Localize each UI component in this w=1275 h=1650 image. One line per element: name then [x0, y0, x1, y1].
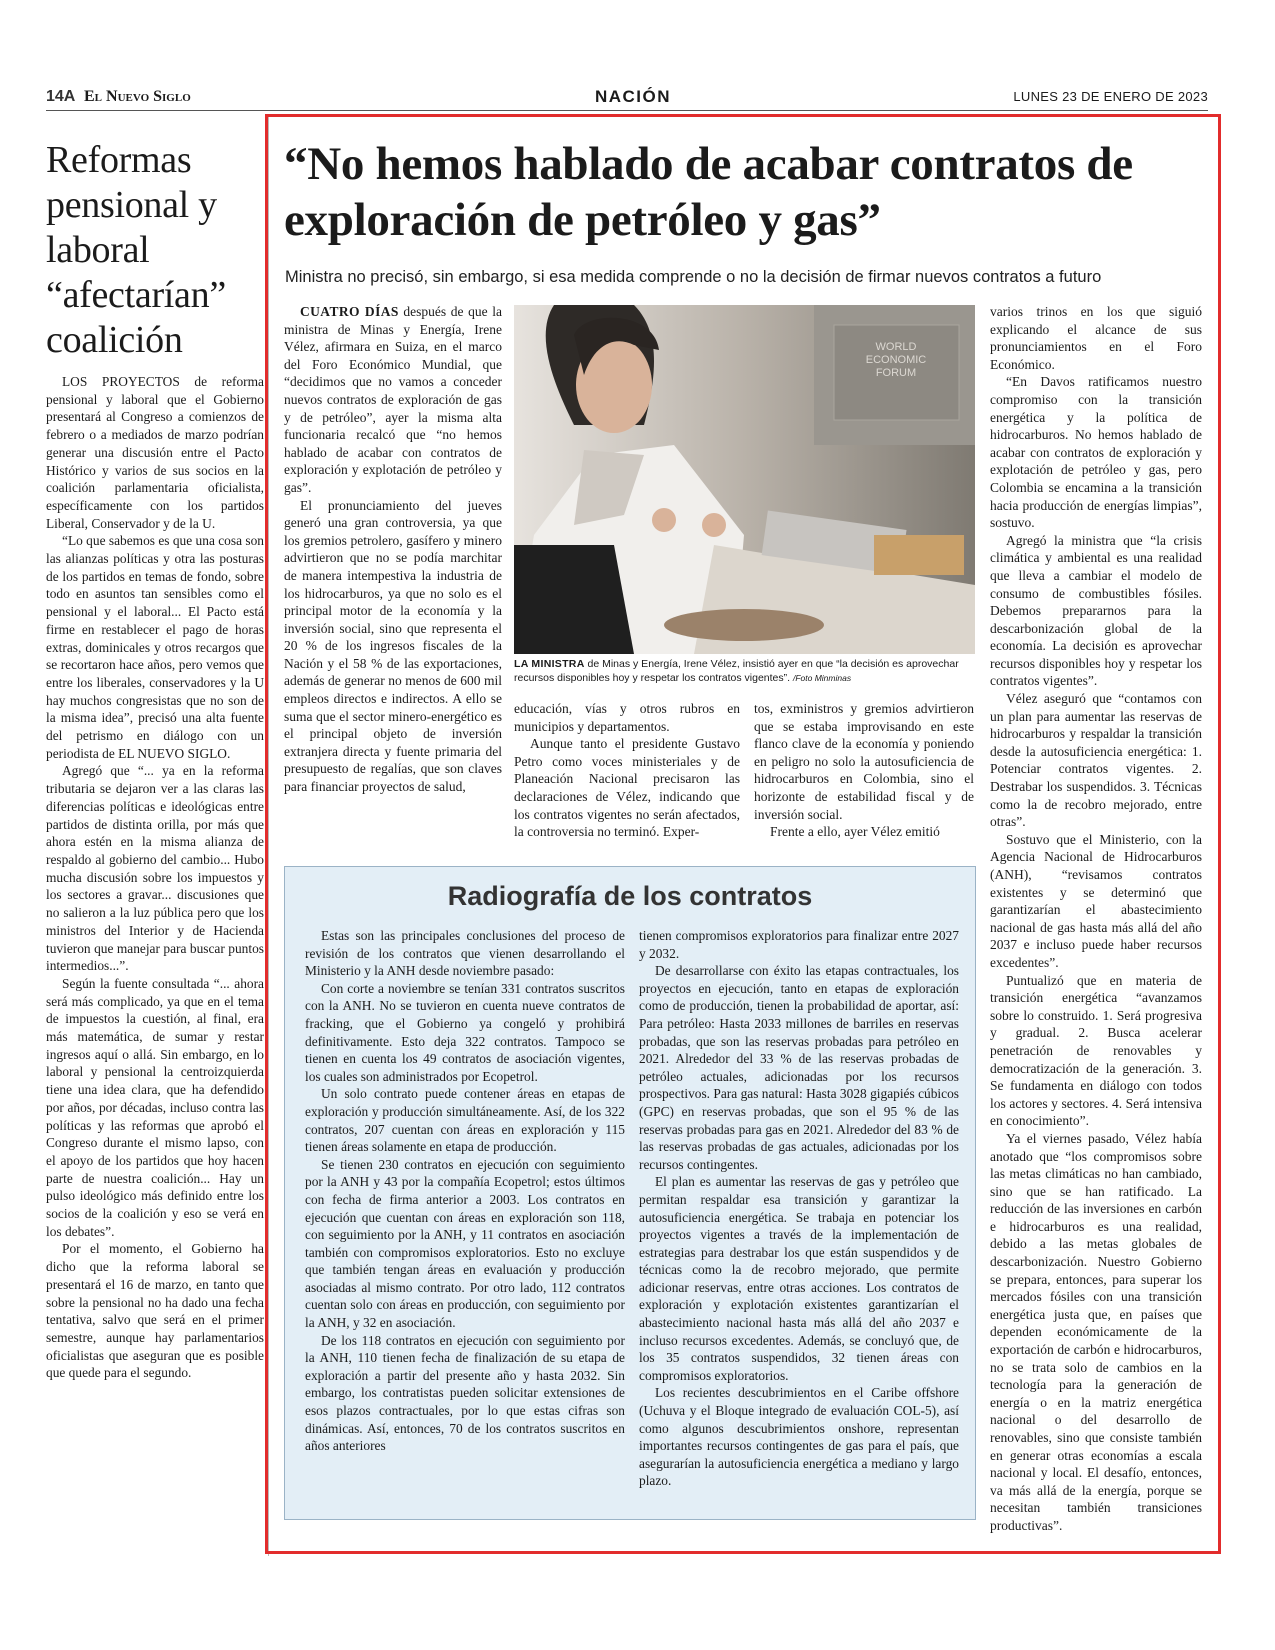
article-paragraph: Agregó la ministra que “la crisis climática y ambiental es una realidad que lleva a cambiar el modelo de consumo de combustibles fósiles. Debemos prepararnos para la descarbonización global de la economía. La decisión es aprovechar recursos disponibles hoy y respetar los contratos vigentes”.	[990, 532, 1202, 689]
sidebar-paragraph: De los 118 contratos en ejecución con seguimiento por la ANH, 110 tienen fecha de finalización de su etapa de exploración a partir del presente año y hasta 2032. Sin embargo, los contratistas pueden solicitar extensiones de esos plazos contractuales, por lo que estas cifras son dinámicas. Así, entonces, 70 de los contratos suscritos en años anteriores	[305, 1332, 625, 1454]
header-divider	[46, 110, 1208, 111]
main-headline: “No hemos hablado de acabar contratos de exploración de petróleo y gas”	[284, 138, 1133, 246]
photo-credit: /Foto Minminas	[792, 673, 852, 683]
left-article-paragraph: Según la fuente consultada “... ahora será más complicado, ya que en el tema de impuestos la cuestión, al final, era más matemática, de sumar y restar ingresos aquí o allá. Sin embargo, en lo laboral y pensional la centroizquierda tiene una idea clara, que ha defendido por años, por décadas, incluso contra las políticas y las reformas que aprobó el Congreso durante el mismo lapso, con el apoyo de los partidos que hoy hacen parte de nuestra coalición... Hay un pulso ideológico más definido entre los socios de la coalición y eso se verá en los debates”.	[46, 975, 264, 1239]
left-article-paragraph: LOS PROYECTOS de reforma pensional y laboral que el Gobierno presentará al Congreso a comienzos de febrero o a mediados de marzo podrían generar una discusión entre el Pacto Histórico y varios de sus socios en la coalición parlamentaria oficialista, específicamente con los partidos Liberal, Conservador y de la U.	[46, 374, 264, 531]
sidebar-paragraph: Se tienen 230 contratos en ejecución con seguimiento por la ANH y 43 por la compañía Ecopetrol; estos últimos con fecha de firma anterior a 2003. Los contratos en ejecución que cuentan con áreas en exploración son 118, con seguimiento por la ANH, y 11 contratos en asociación también con compromisos exploratorios. Esto no excluye que también tengan áreas en evaluación y producción asociadas al mismo contrato. Por otro lado, 112 contratos cuentan solo con áreas en producción, con seguimiento por la ANH, y 32 en asociación.	[305, 1156, 625, 1331]
article-paragraph: Puntualizó que en materia de transición energética “avanzamos sobre lo construido. 1. Será progresiva y gradual. 2. Busca acelerar penetración de renovables y democratización de la generación. 3. Se fundamenta en diálogo con todos los actores y sectores. 4. Será intensiva en conocimiento”.	[990, 972, 1202, 1129]
sidebar-paragraph: tienen compromisos exploratorios para finalizar entre 2027 y 2032.	[639, 928, 959, 961]
article-paragraph: Aunque tanto el presidente Gustavo Petro como voces ministeriales y de Planeación Nacional precisaron las declaraciones de Vélez, indicando que los contratos vigentes no serán afectados, la controversia no terminó. Exper-	[514, 736, 740, 840]
sidebar-paragraph: De desarrollarse con éxito las etapas contractuales, los proyectos en ejecución, tanto en etapas de exploración como de producción, tienen la probabilidad de aportar, así: Para petróleo: Hasta 2033 millones de barriles en reservas probadas, que son las reservas probadas para petróleo en 2021. Alrededor del 33 % de las reservas probadas de petróleo actuales, adicionadas por los recursos prospectivos. Para gas natural: Hasta 3028 gigapiés cúbicos (GPC) en reservas probadas, que son el 95 % de las reservas probadas para gas en 2021. Alrededor del 83 % de las reservas probadas de gas actuales, adicionadas por los recursos contingentes.	[639, 963, 959, 1172]
sidebar-paragraph: Con corte a noviembre se tenían 331 contratos suscritos con la ANH. No se tuvieron en cuenta nueve contratos de fracking, que el Gobierno ya congeló y prohibirá definitivamente. Esto deja 322 contratos. Tampoco se tienen en cuenta los 49 contratos de asociación vigentes, los cuales son administrados por Ecopetrol.	[305, 980, 625, 1084]
main-subheadline: Ministra no precisó, sin embargo, si esa medida comprende o no la decisión de firmar nuevos contratos a futuro	[285, 268, 1102, 286]
newspaper-name: El Nuevo Siglo	[84, 88, 191, 105]
highlight-frame	[265, 114, 1221, 1554]
article-paragraph: “En Davos ratificamos nuestro compromiso con la transición energética y la política de hidrocarburos. No hemos hablado de acabar con contratos de exploración y explotación de petróleo y gas, pero Colombia se encamina a la transición hacia producción de energías limpias”, sostuvo.	[990, 374, 1202, 531]
left-article-title: Reformas pensional y laboral “afectarían” coalición	[46, 139, 226, 361]
issue-date: LUNES 23 DE ENERO DE 2023	[1013, 89, 1208, 104]
wef-sign-text: WORLD	[875, 341, 917, 353]
left-article	[46, 138, 264, 1382]
sidebar-paragraph: Un solo contrato puede contener áreas en etapas de exploración y producción simultáneamente. Así, de los 322 contratos, 207 cuentan con áreas en exploración y 115 tienen áreas solamente en etapa de producción.	[305, 1086, 625, 1155]
sidebar-paragraph: El plan es aumentar las reservas de gas y petróleo que permitan respaldar esa transición y garantizar la autosuficiencia energética. Se trabaja en potenciar los proyectos vigentes a través de la implementación de estrategias para destrabar los que están suspendidos y de técnicas como la de recobro mejorado, que permite adicionar reservas, entre otras acciones. Los contratos de exploración y explotación existentes garantizarían el abastecimiento nacional hasta más allá del año 2037 e incluso recursos excedentes. Además, se concluyó que, de los 35 contratos suspendidos, 32 tienen áreas con compromisos exploratorios.	[639, 1174, 959, 1383]
article-paragraph: varios trinos en los que siguió explicando el alcance de sus pronunciamientos en el Foro Económico.	[990, 304, 1202, 372]
article-paragraph: Vélez aseguró que “contamos con un plan para aumentar las reservas de hidrocarburos y respaldar la transición desde la autosuficiencia energética: 1. Potenciar contratos vigentes. 2. Destrabar los suspendidos. 3. Técnicas como la de recobro mejorado, entre otras”.	[990, 691, 1202, 830]
svg-text:ECONOMIC: ECONOMIC	[865, 354, 927, 366]
article-paragraph: El pronunciamiento del jueves generó una gran controversia, ya que los gremios petrolero, gasífero y minero advirtieron que no se podía marchitar de manera intempestiva la industria de los hidrocarburos, ya que no solo es el principal motor de la economía y la inversión social, sino que representa el 20 % de los ingresos fiscales de la Nación y el 58 % de las exportaciones, además de generar no menos de 600 mil empleos directos e indirectos. A ello se suma que el sector minero-energético es el principal objeto de inversión extranjera directa y fuente primaria del presupuesto de regalías, que son claves para financiar proyectos de salud,	[284, 497, 502, 795]
page-number: 14A	[46, 88, 76, 105]
sidebar-box-title: Radiografía de los contratos	[447, 881, 813, 911]
left-article-body	[46, 373, 264, 1382]
article-paragraph: Sostuvo que el Ministerio, con la Agencia Nacional de Hidrocarburos (ANH), “revisamos contratos existentes y se determinó que garantizarían el abastecimiento nacional de gas hasta más allá del año 2037 e incluso puede haber recursos excedentes”.	[990, 831, 1202, 970]
page-header	[46, 88, 1208, 110]
sidebar-paragraph: Estas son las principales conclusiones del proceso de revisión de los contratos que vienen desarrollando el Ministerio y la ANH desde noviembre pasado:	[305, 928, 625, 979]
left-article-paragraph: Agregó que “... ya en la reforma tributaria se dejaron ver a las claras las diferencias políticas e ideológicas entre partidos de distinta orilla, por más que ahora estén en la misma alianza de respaldo al gobierno del cambio... Hubo mucha discusión sobre los impuestos y los sectores a gravar... discusiones que no salieron a la luz pública pero que los ministros del Interior y de Hacienda tuvieron que manejar para buscar puntos intermedios...”.	[46, 763, 264, 974]
section-name: NACIÓN	[594, 87, 672, 106]
left-article-paragraph: Por el momento, el Gobierno ha dicho que la reforma laboral se presentará el 16 de marzo, en tanto que sobre la pensional no ha dado una fecha tentativa, salvo que será en el primer semestre, aunque hay parlamentarios oficialistas que aseguran que es posible que quede para el segundo.	[46, 1241, 264, 1381]
article-paragraph: educación, vías y otros rubros en municipios y departamentos.	[514, 701, 740, 734]
left-article-paragraph: “Lo que sabemos es que una cosa son las alianzas políticas y otra las posturas de los partidos en temas de fondo, sobre todo en asuntos tan sensibles como el pensional y el laboral... El Pacto está firme en restablecer el pago de horas extras, dominicales y otros recargos que se recortaron hace años, pero vemos que entre los liberales, conservadores y la U hay muchos congresistas que no son de la misma idea”, precisó una alta fuente del petrismo en diálogo con un periodista de EL NUEVO SIGLO.	[46, 533, 264, 761]
article-paragraph: Ya el viernes pasado, Vélez había anotado que “los compromisos sobre las metas climáticas no han cambiado, sino que se han ratificado. La reducción de las inversiones en carbón e hidrocarburos es una realidad, debido a las metas globales de descarbonización. Nuestro Gobierno se prepara, entonces, para superar los mercados fósiles con una transición energética justa que, en países que dependen económicamente de la exportación de carbón e hidrocarburos, no se trata solo de cambios en la tecnología para la generación de energía o en la matriz energética nacional o del desarrollo de renovables, sino que consiste también en generar otras economías a escala nacional y local. El desafío, entonces, va más allá de la energía, porque se necesitan también transiciones productivas”.	[990, 1130, 1202, 1533]
article-paragraph: Frente a ello, ayer Vélez emitió	[770, 824, 940, 840]
dateline: CUATRO DÍAS	[300, 304, 399, 319]
left-article-lead: LOS PROYECTOS	[62, 374, 180, 389]
article-paragraph: tos, exministros y gremios advirtieron que se estaba improvisando en este flanco clave de la economía y poniendo en peligro no solo la autosuficiencia de hidrocarburos en Colombia, sino el horizonte de estabilidad fiscal y de inversión social.	[754, 701, 974, 822]
sidebar-paragraph: Los recientes descubrimientos en el Caribe offshore (Uchuva y el Bloque integrado de evaluación COL-5), así como algunos descubrimientos onshore, representan importantes recursos contingentes de gas para el país, que asegurarían la autosuficiencia energética a mediano y largo plazo.	[639, 1385, 959, 1489]
article-paragraph: CUATRO DÍAS después de que la ministra de Minas y Energía, Irene Vélez, afirmara en Suiza, en el marco del Foro Económico Mundial, que “decidimos que no vamos a conceder nuevos contratos de exploración de gas y de petróleo”, ayer la misma alta funcionaria recalcó que “no hemos hablado de acabar con contratos de exploración y explotación de petróleo y gas”.	[284, 304, 503, 495]
caption-lead: LA MINISTRA	[514, 658, 585, 670]
caption-text: de Minas y Energía, Irene Vélez, insistió ayer en que “la decisión es aprovechar recursos disponibles hoy y respetar los contratos vigentes”.	[514, 658, 959, 684]
svg-text:FORUM: FORUM	[875, 367, 917, 379]
